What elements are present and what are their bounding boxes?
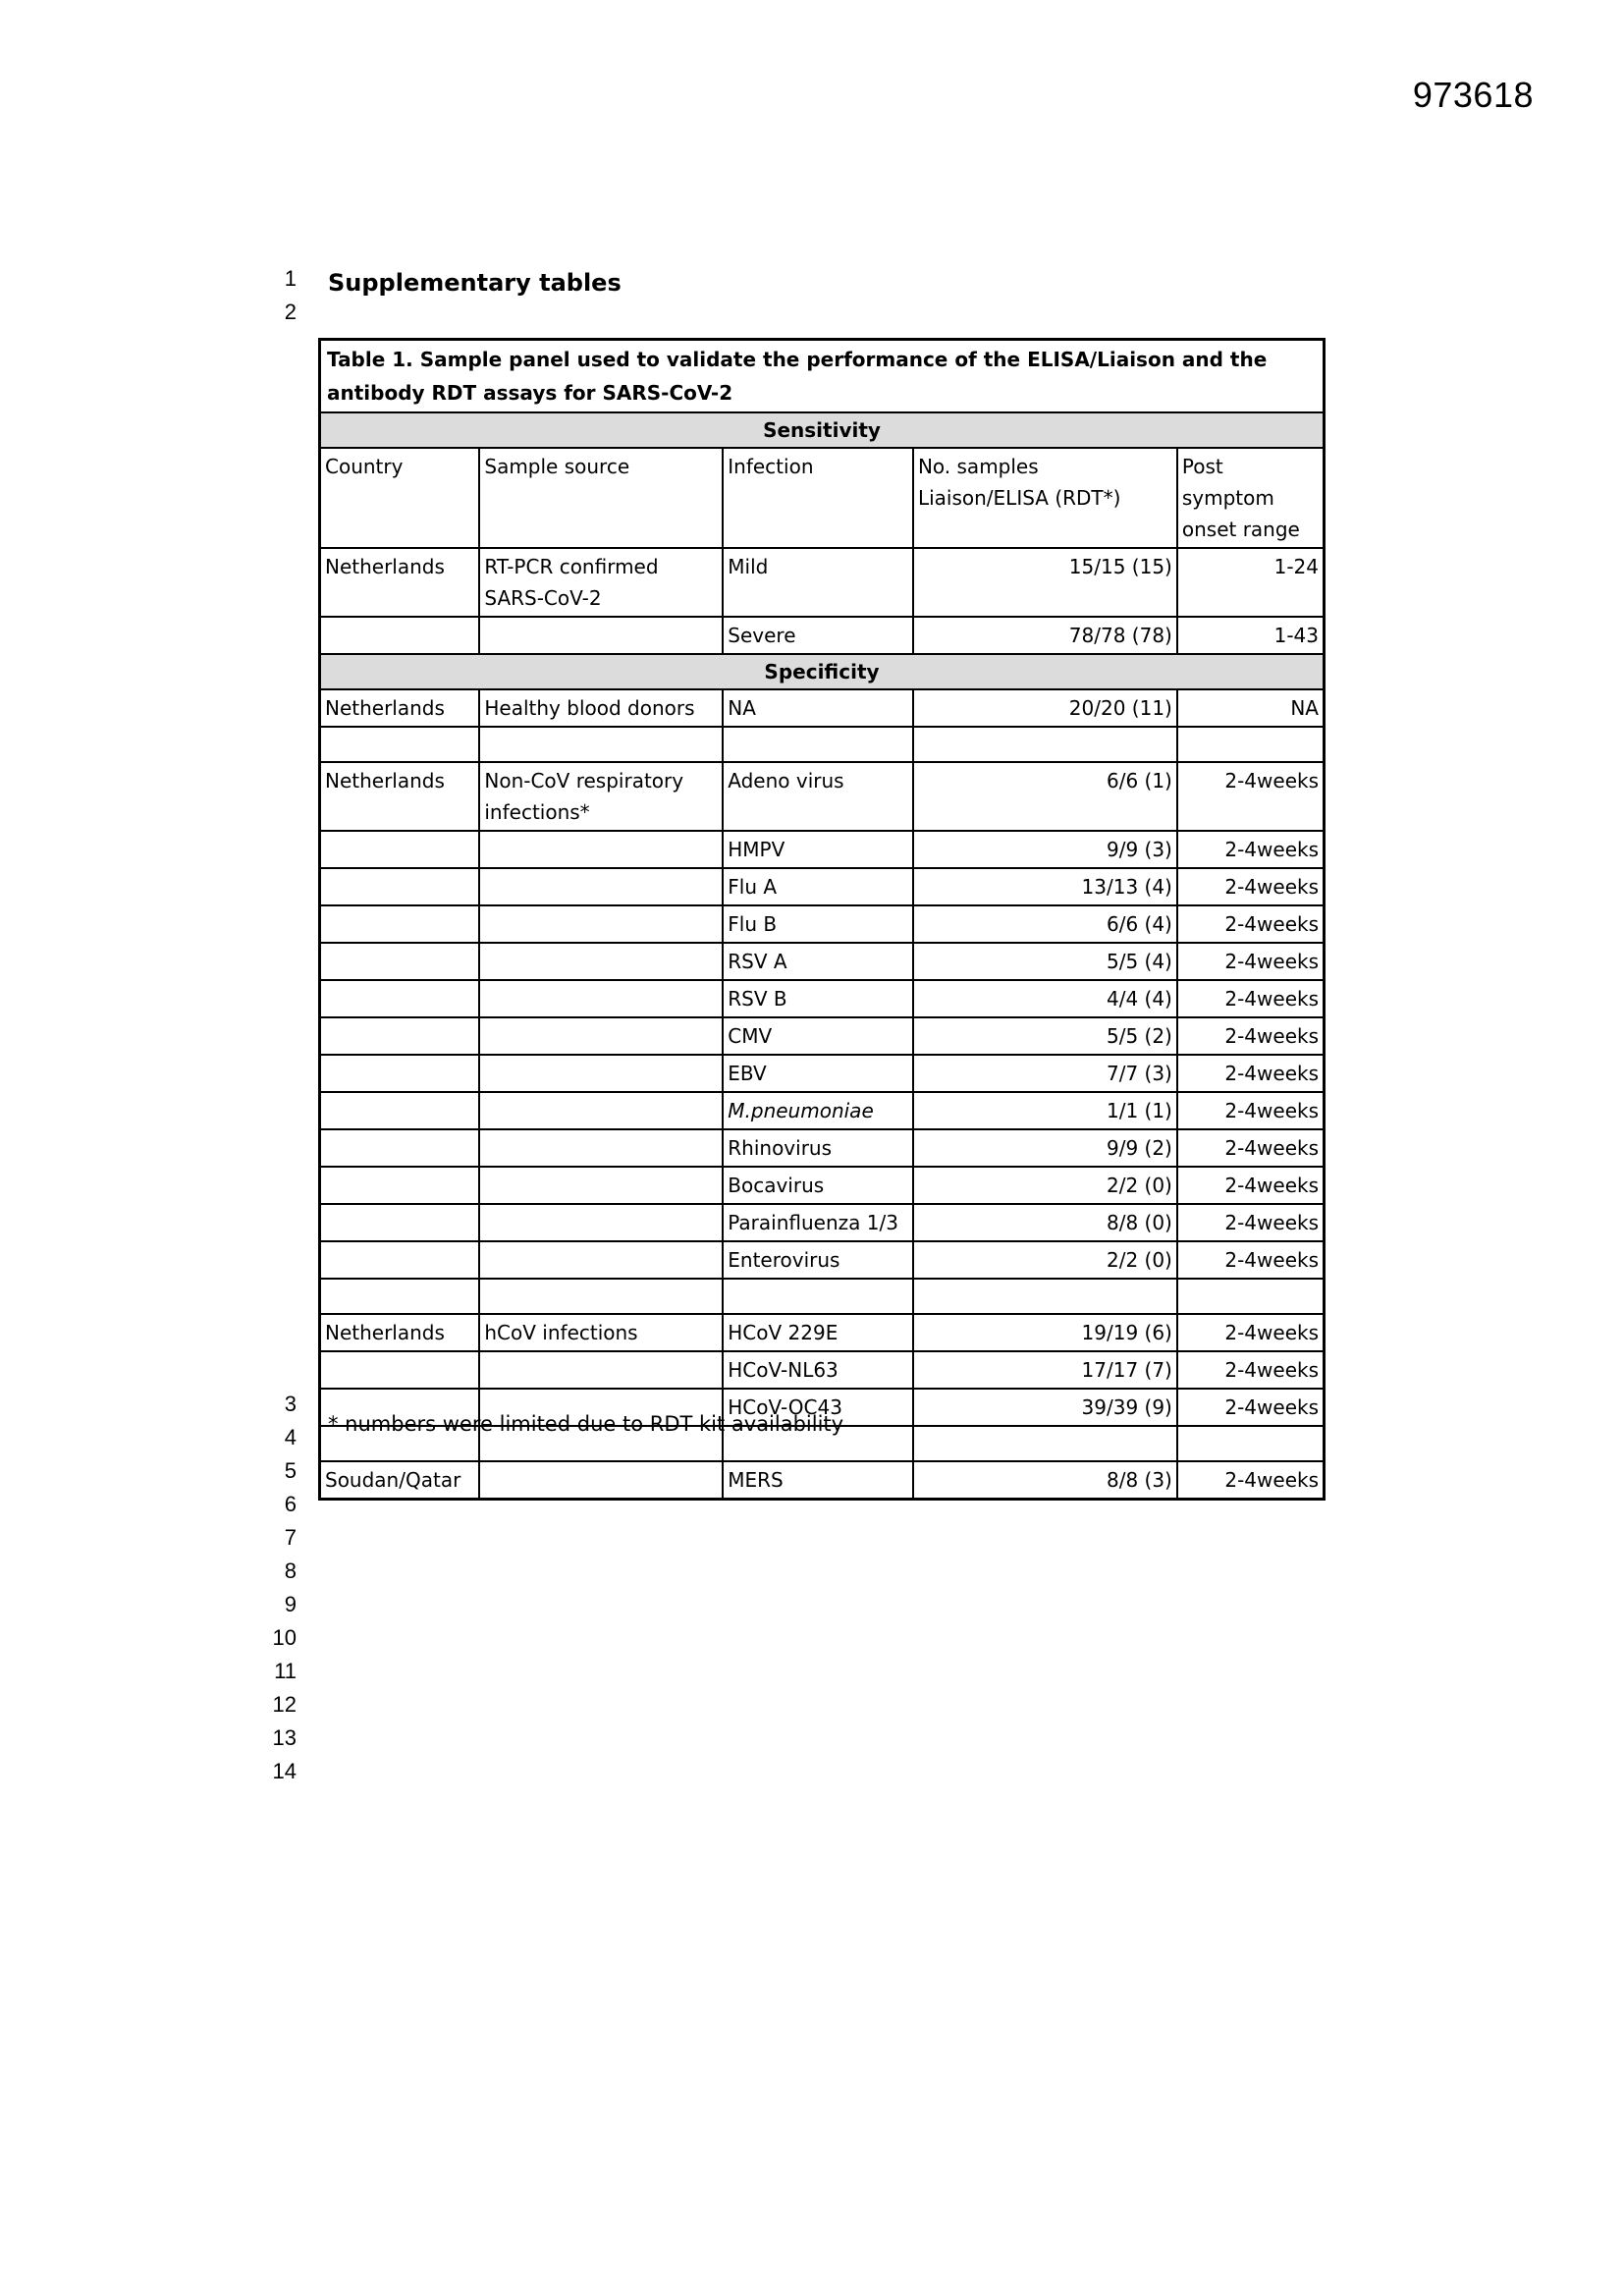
section-sensitivity: Sensitivity bbox=[320, 412, 1325, 448]
cell-post-symptom-range: 2-4weeks bbox=[1177, 905, 1325, 943]
cell-sample-source bbox=[479, 1461, 723, 1500]
cell-no-samples: 2/2 (0) bbox=[913, 1167, 1177, 1204]
line-number: 12 bbox=[272, 1692, 297, 1717]
cell-no-samples: 19/19 (6) bbox=[913, 1314, 1177, 1351]
cell-sample-source: RT-PCR confirmed SARS-CoV-2 bbox=[479, 548, 723, 617]
cell-post-symptom-range: 2-4weeks bbox=[1177, 1092, 1325, 1129]
cell-post-symptom-range: 2-4weeks bbox=[1177, 1204, 1325, 1241]
cell-sample-source bbox=[479, 1092, 723, 1129]
cell-country bbox=[320, 1092, 480, 1129]
cell-no-samples: 5/5 (2) bbox=[913, 1017, 1177, 1055]
table-caption: Table 1. Sample panel used to validate the performance of the ELISA/Liaison and the antibody RDT assays for SARS-CoV-2 bbox=[320, 340, 1325, 413]
cell-no-samples: 2/2 (0) bbox=[913, 1241, 1177, 1279]
cell-no-samples: 1/1 (1) bbox=[913, 1092, 1177, 1129]
cell-no-samples: 39/39 (9) bbox=[913, 1389, 1177, 1426]
cell-country bbox=[320, 1167, 480, 1204]
cell-post-symptom-range: 2-4weeks bbox=[1177, 1314, 1325, 1351]
cell-post-symptom-range: 2-4weeks bbox=[1177, 1017, 1325, 1055]
sample-panel-table bbox=[318, 338, 1326, 1501]
cell-post-symptom-range: 2-4weeks bbox=[1177, 1129, 1325, 1167]
cell-sample-source bbox=[479, 1167, 723, 1204]
header-post-symptom-range: Post symptom onset range bbox=[1177, 448, 1325, 548]
table-row bbox=[320, 1129, 1325, 1167]
footnote: * numbers were limited due to RDT kit availability bbox=[328, 1412, 844, 1436]
cell-infection: HCoV 229E bbox=[723, 1314, 913, 1351]
section-row bbox=[320, 654, 1325, 689]
empty-row bbox=[320, 727, 1325, 762]
line-number: 1 bbox=[284, 266, 297, 291]
cell-sample-source: hCoV infections bbox=[479, 1314, 723, 1351]
cell-infection: EBV bbox=[723, 1055, 913, 1092]
table-body bbox=[320, 340, 1325, 1500]
cell-infection: Enterovirus bbox=[723, 1241, 913, 1279]
cell-post-symptom-range: 2-4weeks bbox=[1177, 1241, 1325, 1279]
cell-sample-source bbox=[479, 980, 723, 1017]
cell-sample-source bbox=[479, 1204, 723, 1241]
cell-post-symptom-range: 2-4weeks bbox=[1177, 868, 1325, 905]
cell-no-samples: 20/20 (11) bbox=[913, 689, 1177, 727]
cell-country bbox=[320, 868, 480, 905]
section-row bbox=[320, 412, 1325, 448]
cell-no-samples: 5/5 (4) bbox=[913, 943, 1177, 980]
empty-cell bbox=[320, 727, 480, 762]
cell-sample-source bbox=[479, 905, 723, 943]
cell-post-symptom-range: 1-43 bbox=[1177, 617, 1325, 654]
cell-no-samples: 9/9 (3) bbox=[913, 831, 1177, 868]
cell-sample-source bbox=[479, 1017, 723, 1055]
cell-infection: NA bbox=[723, 689, 913, 727]
line-number: 10 bbox=[272, 1625, 297, 1650]
cell-infection: HMPV bbox=[723, 831, 913, 868]
cell-country bbox=[320, 905, 480, 943]
cell-country bbox=[320, 1204, 480, 1241]
cell-sample-source: Non-CoV respiratory infections* bbox=[479, 762, 723, 831]
line-number: 14 bbox=[272, 1759, 297, 1783]
cell-no-samples: 13/13 (4) bbox=[913, 868, 1177, 905]
cell-infection: Adeno virus bbox=[723, 762, 913, 831]
cell-post-symptom-range: 2-4weeks bbox=[1177, 1055, 1325, 1092]
cell-infection: HCoV-NL63 bbox=[723, 1351, 913, 1389]
cell-sample-source bbox=[479, 868, 723, 905]
line-number: 7 bbox=[284, 1525, 297, 1550]
cell-infection: RSV B bbox=[723, 980, 913, 1017]
line-number: 8 bbox=[284, 1558, 297, 1583]
cell-sample-source bbox=[479, 1351, 723, 1389]
table-row bbox=[320, 1241, 1325, 1279]
page-id: 973618 bbox=[1412, 75, 1534, 115]
cell-infection: M.pneumoniae bbox=[723, 1092, 913, 1129]
cell-sample-source bbox=[479, 943, 723, 980]
empty-cell bbox=[913, 1279, 1177, 1314]
cell-country bbox=[320, 1129, 480, 1167]
section-heading: Supplementary tables bbox=[328, 269, 622, 297]
cell-infection: Parainfluenza 1/3 bbox=[723, 1204, 913, 1241]
cell-post-symptom-range: NA bbox=[1177, 689, 1325, 727]
cell-country: Netherlands bbox=[320, 1314, 480, 1351]
table-row bbox=[320, 1461, 1325, 1500]
cell-no-samples: 8/8 (3) bbox=[913, 1461, 1177, 1500]
cell-infection: CMV bbox=[723, 1017, 913, 1055]
line-number: 5 bbox=[284, 1458, 297, 1483]
cell-infection: Bocavirus bbox=[723, 1167, 913, 1204]
section-specificity: Specificity bbox=[320, 654, 1325, 689]
cell-country bbox=[320, 1055, 480, 1092]
table-row bbox=[320, 1017, 1325, 1055]
cell-country bbox=[320, 980, 480, 1017]
table-row bbox=[320, 1204, 1325, 1241]
cell-country: Netherlands bbox=[320, 548, 480, 617]
table-row bbox=[320, 1055, 1325, 1092]
cell-post-symptom-range: 2-4weeks bbox=[1177, 831, 1325, 868]
cell-sample-source bbox=[479, 1055, 723, 1092]
empty-cell bbox=[1177, 727, 1325, 762]
empty-cell bbox=[1177, 1279, 1325, 1314]
cell-infection: HCoV-OC43 bbox=[723, 1389, 913, 1426]
cell-post-symptom-range: 2-4weeks bbox=[1177, 1389, 1325, 1426]
cell-no-samples: 6/6 (1) bbox=[913, 762, 1177, 831]
cell-infection: MERS bbox=[723, 1461, 913, 1500]
table-row bbox=[320, 943, 1325, 980]
cell-post-symptom-range: 2-4weeks bbox=[1177, 1167, 1325, 1204]
cell-country bbox=[320, 831, 480, 868]
table-row bbox=[320, 762, 1325, 831]
cell-country: Netherlands bbox=[320, 689, 480, 727]
empty-cell bbox=[479, 1279, 723, 1314]
empty-cell bbox=[913, 727, 1177, 762]
cell-country: Netherlands bbox=[320, 762, 480, 831]
cell-sample-source: Healthy blood donors bbox=[479, 689, 723, 727]
cell-post-symptom-range: 2-4weeks bbox=[1177, 762, 1325, 831]
cell-sample-source bbox=[479, 1241, 723, 1279]
cell-country bbox=[320, 617, 480, 654]
line-number: 11 bbox=[274, 1659, 297, 1683]
line-number: 2 bbox=[284, 300, 297, 324]
table-row bbox=[320, 548, 1325, 617]
table-row bbox=[320, 980, 1325, 1017]
cell-post-symptom-range: 1-24 bbox=[1177, 548, 1325, 617]
empty-cell bbox=[913, 1426, 1177, 1461]
cell-infection: Rhinovirus bbox=[723, 1129, 913, 1167]
cell-no-samples: 8/8 (0) bbox=[913, 1204, 1177, 1241]
cell-infection: Severe bbox=[723, 617, 913, 654]
cell-infection: Flu B bbox=[723, 905, 913, 943]
header-sample-source: Sample source bbox=[479, 448, 723, 548]
empty-row bbox=[320, 1279, 1325, 1314]
caption-row bbox=[320, 340, 1325, 413]
table-row bbox=[320, 868, 1325, 905]
empty-cell bbox=[723, 727, 913, 762]
cell-sample-source bbox=[479, 1129, 723, 1167]
cell-post-symptom-range: 2-4weeks bbox=[1177, 1461, 1325, 1500]
empty-cell bbox=[479, 727, 723, 762]
table-row bbox=[320, 1314, 1325, 1351]
cell-infection: RSV A bbox=[723, 943, 913, 980]
cell-no-samples: 78/78 (78) bbox=[913, 617, 1177, 654]
header-row bbox=[320, 448, 1325, 548]
table-row bbox=[320, 831, 1325, 868]
header-country: Country bbox=[320, 448, 480, 548]
line-number: 3 bbox=[284, 1392, 297, 1416]
cell-sample-source bbox=[479, 617, 723, 654]
header-no-samples: No. samples Liaison/ELISA (RDT*) bbox=[913, 448, 1177, 548]
table-row bbox=[320, 905, 1325, 943]
cell-country bbox=[320, 1241, 480, 1279]
line-number: 4 bbox=[284, 1425, 297, 1449]
line-number: 13 bbox=[272, 1725, 297, 1750]
cell-country: Soudan/Qatar bbox=[320, 1461, 480, 1500]
table-row bbox=[320, 1092, 1325, 1129]
cell-infection: Flu A bbox=[723, 868, 913, 905]
cell-sample-source bbox=[479, 831, 723, 868]
line-number: 6 bbox=[284, 1492, 297, 1516]
cell-post-symptom-range: 2-4weeks bbox=[1177, 943, 1325, 980]
cell-post-symptom-range: 2-4weeks bbox=[1177, 1351, 1325, 1389]
cell-no-samples: 17/17 (7) bbox=[913, 1351, 1177, 1389]
cell-no-samples: 15/15 (15) bbox=[913, 548, 1177, 617]
cell-post-symptom-range: 2-4weeks bbox=[1177, 980, 1325, 1017]
cell-no-samples: 9/9 (2) bbox=[913, 1129, 1177, 1167]
cell-no-samples: 6/6 (4) bbox=[913, 905, 1177, 943]
header-infection: Infection bbox=[723, 448, 913, 548]
table-row bbox=[320, 1167, 1325, 1204]
cell-no-samples: 4/4 (4) bbox=[913, 980, 1177, 1017]
cell-country bbox=[320, 943, 480, 980]
empty-cell bbox=[723, 1279, 913, 1314]
table-row bbox=[320, 1351, 1325, 1389]
empty-cell bbox=[1177, 1426, 1325, 1461]
line-number: 9 bbox=[284, 1592, 297, 1616]
empty-cell bbox=[320, 1279, 480, 1314]
table-row bbox=[320, 689, 1325, 727]
cell-no-samples: 7/7 (3) bbox=[913, 1055, 1177, 1092]
cell-infection: Mild bbox=[723, 548, 913, 617]
cell-country bbox=[320, 1351, 480, 1389]
cell-country bbox=[320, 1017, 480, 1055]
table-row bbox=[320, 617, 1325, 654]
